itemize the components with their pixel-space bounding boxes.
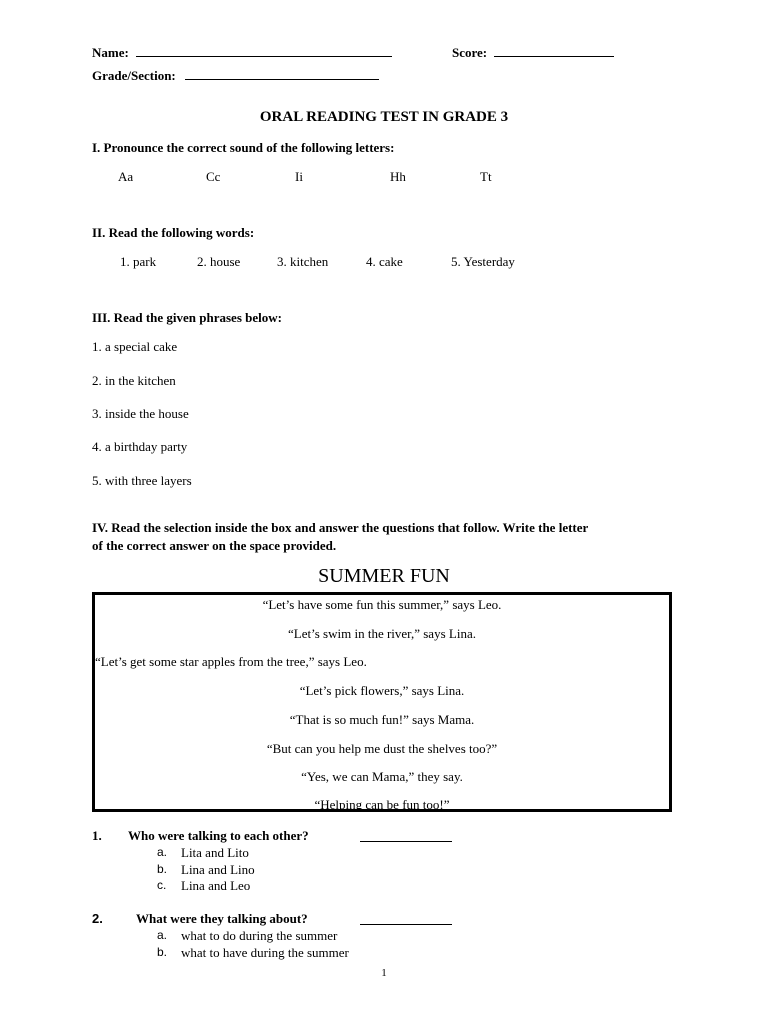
question-2-text: What were they talking about? [136,911,308,926]
story-title: SUMMER FUN [318,565,450,587]
choice-text: Lina and Lino [181,862,255,877]
choice-text: what to do during the summer [181,928,338,943]
choice-text: what to have during the summer [181,945,349,960]
letter-item: Tt [480,169,492,184]
name-blank[interactable] [136,44,392,57]
word-item: 3. kitchen [277,254,329,269]
story-line: “Let’s have some fun this summer,” says Leo. [262,597,502,612]
word-item: 2. house [197,254,241,269]
question-1-text: Who were talking to each other? [128,828,309,843]
score-field[interactable] [452,44,614,61]
story-line: “Let’s swim in the river,” says Lina. [288,626,476,641]
letter-item: Ii [295,169,303,184]
name-field[interactable] [92,44,392,61]
story-line: “But can you help me dust the shelves too?” [266,741,498,756]
letter-item: Cc [206,169,221,184]
question-2-number: 2. [92,911,103,926]
page-number: 1 [381,967,387,979]
section3-heading: III. Read the given phrases below: [92,310,282,325]
choice-letter: b. [157,945,168,959]
page-title: ORAL READING TEST IN GRADE 3 [259,109,509,125]
choice-text: Lina and Leo [181,878,251,893]
story-line: “That is so much fun!” says Mama. [289,712,475,727]
letter-item: Aa [118,169,134,184]
section4-heading-line1: IV. Read the selection inside the box and answer the questions that follow. Write the letter [92,520,589,535]
name-label: Name: [92,45,129,60]
story-line: “Let’s get some star apples from the tree,” says Leo. [95,654,367,669]
score-blank[interactable] [494,44,614,57]
question-1-number: 1. [92,828,102,843]
phrase-item: 4. a birthday party [92,439,188,454]
choice-letter: a. [157,845,168,859]
section2-heading: II. Read the following words: [92,225,255,240]
question-1-answer-blank[interactable] [360,829,452,847]
section1-heading: I. Pronounce the correct sound of the following letters: [92,140,395,155]
grade-blank[interactable] [185,67,379,80]
phrase-item: 1. a special cake [92,339,178,354]
letter-item: Hh [390,169,406,184]
grade-section-field[interactable] [92,67,379,84]
grade-label: Grade/Section: [92,68,176,83]
phrase-item: 2. in the kitchen [92,373,176,388]
choice-letter: c. [157,878,167,892]
section4-heading-line2: of the correct answer on the space provided. [92,538,337,553]
choice-letter: a. [157,928,168,942]
score-label: Score: [452,45,488,60]
story-line: “Let’s pick flowers,” says Lina. [299,683,465,698]
story-line: “Helping can be fun too!” [314,797,450,812]
phrase-item: 5. with three layers [92,473,192,488]
phrase-item: 3. inside the house [92,406,189,421]
story-box [92,592,672,812]
choice-text: Lita and Lito [181,845,249,860]
story-line: “Yes, we can Mama,” they say. [301,769,463,784]
word-item: 4. cake [366,254,403,269]
question-2-answer-blank[interactable] [360,912,452,930]
choice-letter: b. [157,862,168,876]
word-item: 5. Yesterday [451,254,515,269]
word-item: 1. park [120,254,157,269]
